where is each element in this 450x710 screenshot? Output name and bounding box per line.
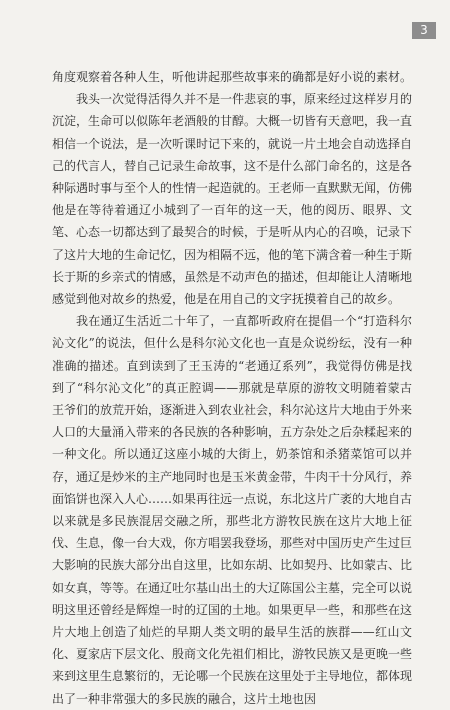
paragraph: 我在通辽生活近二十年了，一直都听政府在提倡一个“打造科尔沁文化”的说法，但什么是科尔沁文化也一直是众说纷纭，没有一种准确的描述。直到读到了王玉涛的“老通辽系列”，我觉得仿佛是找到了“科尔沁文化”的真正腔调——那就是草原的游牧文明随着蒙古王爷们的放荒开始，逐渐进入到农业社会，科尔沁这片大地由于外来人口的大量涌入带来的各民族的各种影响，五方杂处之后杂糅起来的一种文化。所以通辽这座小城的大街上，奶茶馆和杀猪菜馆可以并存，通辽是炒米的主产地同时也是玉米黄金带，牛肉干十分风行，养面馅饼也深入人心……如果再往远一点说，东北这片广袤的大地自古以来就是多民族混居交融之所，那些北方游牧民族在这片大地上征伐、生息，像一台大戏，你方唱罢我登场，那些对中国历史产生过巨大影响的民族大部分出自这里，比如东胡、比如契丹、比如蒙古、比如女真，等等。在通辽吐尔基山出土的大辽陈国公主墓，完全可以说明这里还曾经是辉煌一时的辽国的土地。如果更早一些，和那些在这片大地上创造了灿烂的早期人类文明的最早生活的族群——红山文化、夏家店下层文化、殷商文化先祖们相比，游牧民族又是更晚一些来到这里生息繁衍的，无论哪一个民族在这里处于主导地位，都体现出了一种非常强大的多民族的融合，这片土地也因 xyxy=(52,314,413,706)
body-text xyxy=(52,66,412,710)
paragraph: 我头一次觉得活得久并不是一件悲哀的事，原来经过这样岁月的沉淀，生命可以似陈年老酒般的甘醇。大概一切皆有天意吧，我一直相信一个说法，是一次听课时记下来的，就说一片土地会自动选择自己的代言人，替自己记录生命故事，这不是什么部门命名的，这是各种际遇时事与至个人的性情一起造就的。王老师一直默默无闻，仿佛他是在等待着通辽小城到了一百年的这一天，他的阅历、眼界、文笔、心态一切都达到了最契合的时候，于是听从内心的召唤，记录下了这片大地的生命记忆，因为相隔不远，他的笔下满含着一种生于斯长于斯的乡亲式的情感，虽然是不动声色的描述，但却能让人清晰地感觉到他对故乡的热爱，他是在用自己的文字抚摸着自己的故乡。 xyxy=(52,92,413,307)
page-number-badge: 3 xyxy=(412,22,436,39)
paragraph-continuation: 角度观察着各种人生，听他讲起那些故事来的确都是好小说的素材。 xyxy=(52,70,413,84)
